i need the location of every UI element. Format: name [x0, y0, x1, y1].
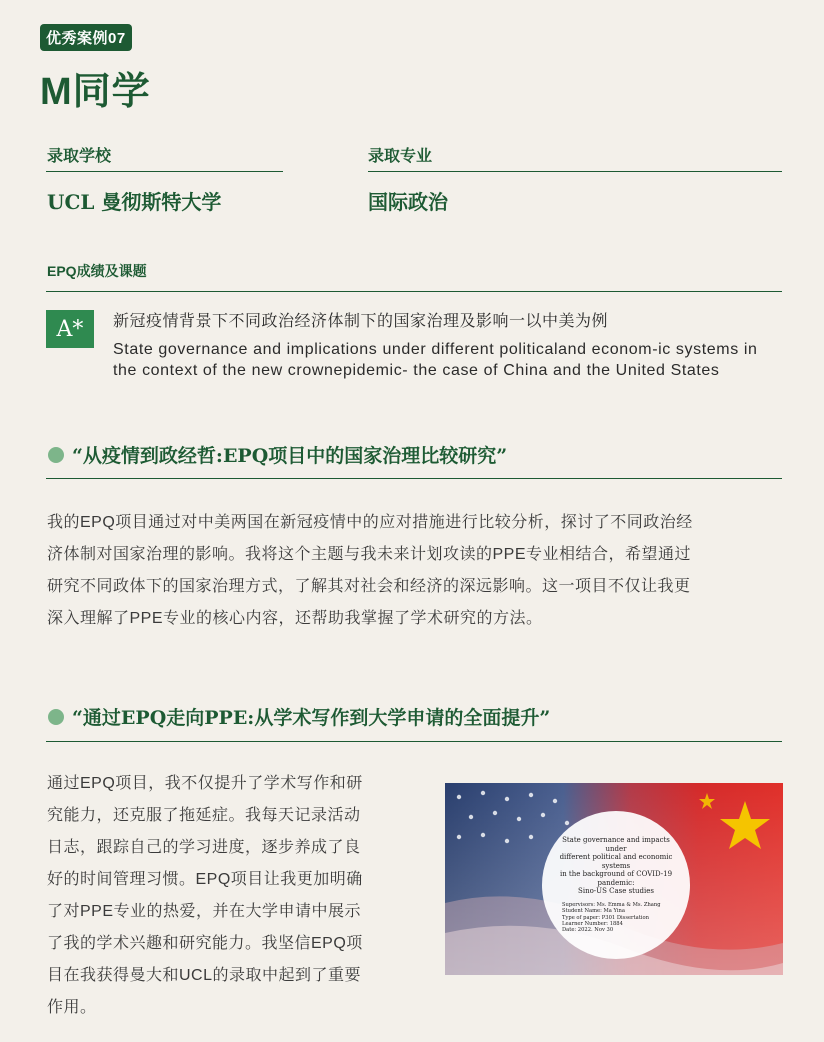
section2-line: 了我的学术兴趣和研究能力。我坚信EPQ项	[47, 935, 363, 952]
cover-title-line: Sino-US Case studies	[578, 887, 654, 896]
cover-title-line: pandemic:	[597, 878, 635, 887]
case-badge: 优秀案例07	[40, 24, 132, 51]
section2-line: 作用。	[47, 999, 97, 1016]
major-divider	[368, 171, 782, 172]
topic-chinese: 新冠疫情背景下不同政治经济体制下的国家治理及影响一以中美为例	[113, 313, 609, 330]
cover-meta-line: Learner Number: 1884	[562, 920, 623, 927]
grade-badge: A*	[46, 310, 94, 348]
cover-meta-line: Student Name: Ma Yina	[562, 908, 625, 915]
section2-divider	[46, 741, 782, 742]
epq-label: EPQ成绩及课题	[47, 263, 147, 279]
cover-circle	[542, 811, 690, 959]
cover-meta-line: Date: 2022. Nov 30	[562, 927, 614, 934]
student-name: M同学	[40, 71, 151, 113]
section2-title: “通过EPQ走向PPE:从学术写作到大学申请的全面提升”	[72, 707, 551, 729]
major-label: 录取专业	[368, 148, 433, 165]
section1-line: 我的EPQ项目通过对中美两国在新冠疫情中的应对措施进行比较分析，探讨了不同政治经	[47, 514, 693, 531]
thesis-cover-image	[445, 783, 783, 975]
epq-divider	[46, 291, 782, 292]
cover-title	[551, 836, 681, 896]
section2-line: 通过EPQ项目，我不仅提升了学术写作和研	[47, 775, 363, 792]
school-value: UCL 曼彻斯特大学	[47, 190, 222, 214]
bullet-dot-icon	[48, 709, 64, 725]
major-value: 国际政治	[368, 190, 448, 214]
section2-line: 了对PPE专业的热爱，并在大学申请中展示	[47, 903, 362, 920]
topic-english: State governance and implications under different politicaland econom-ic systems in the context of the new crownepidemic- the case of China and the United States	[113, 341, 758, 379]
section1-divider	[46, 478, 782, 479]
cover-title-line: State governance and impacts under	[562, 836, 670, 853]
school-divider	[46, 171, 283, 172]
section1-line: 济体制对国家治理的影响。我将这个主题与我未来计划攻读的PPE专业相结合，希望通过	[47, 546, 692, 563]
section1-body	[47, 507, 787, 635]
section2-body	[47, 768, 417, 1024]
section2-line: 究能力，还克服了拖延症。我每天记录活动	[47, 807, 361, 824]
cover-meta-line: Supervisors: Ms. Emma & Ms. Zhang	[562, 901, 661, 908]
section2-line: 目在我获得曼大和UCL的录取中起到了重要	[47, 967, 362, 984]
section2-line: 好的时间管理习惯。EPQ项目让我更加明确	[47, 871, 363, 888]
school-label: 录取学校	[47, 148, 112, 165]
section1-line: 研究不同政体下的国家治理方式，了解其对社会和经济的深远影响。这一项目不仅让我更	[47, 578, 691, 595]
cover-title-line: different political and economic systems	[559, 853, 673, 870]
section1-line: 深入理解了PPE专业的核心内容，还帮助我掌握了学术研究的方法。	[47, 610, 543, 627]
bullet-dot-icon	[48, 447, 64, 463]
cover-meta-line: Type of paper: P301 Dissertation	[562, 914, 649, 921]
section2-line: 日志，跟踪自己的学习进度，逐步养成了良	[47, 839, 361, 856]
section1-title: “从疫情到政经哲:EPQ项目中的国家治理比较研究”	[72, 445, 508, 467]
cover-title-line: in the background of COVID-19	[559, 870, 673, 879]
cover-meta	[562, 902, 670, 934]
